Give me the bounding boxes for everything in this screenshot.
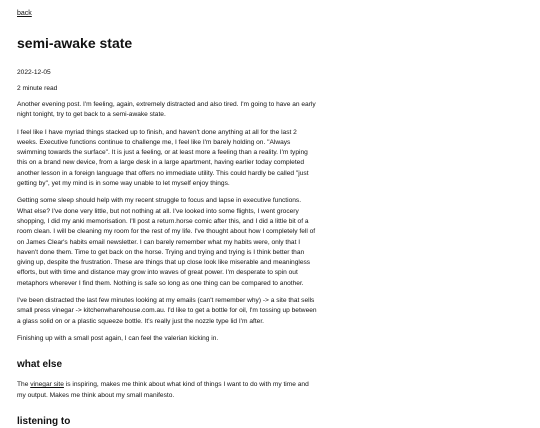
section-heading-listening-to: listening to	[17, 415, 71, 427]
paragraph: I feel like I have myriad things stacked up to finish, and haven't done anything at all for the last 2 weeks. Executive functions continue to challenge me, I feel like I'm barely holding on. "Always swimming towards the surface". It is just a feeling, or at least more a feeling than a reality. I'm typing this on a brand new device, from a large desk in a large apartment, having earlier today completed another lesson in a foreign language that offers no immediate utility. This could hardly be called "just getting by", yet my mind is in some way unable to let myself enjoy things.	[17, 128, 309, 188]
read-time: 2 minute read	[17, 85, 58, 92]
text-segment: is inspiring, makes me think about what kind of things I want to do with my time and my output. Makes me think about my small manifesto.	[17, 381, 309, 399]
post-title: semi-awake state	[17, 35, 133, 51]
back-link[interactable]: back	[17, 10, 32, 17]
paragraph: Finishing up with a small post again, I can feel the valerian kicking in.	[17, 334, 219, 342]
vinegar-site-link[interactable]: vinegar site	[30, 381, 64, 389]
section-heading-what-else: what else	[17, 359, 63, 371]
text-segment: The	[17, 381, 31, 389]
what-else-paragraph	[17, 380, 317, 401]
paragraph: I've been distracted the last few minutes looking at my emails (can't remember why) -> a site that sells small press vinegar -> kitchenwharehouse.com.au. I'd like to get a bottle for oil, I'm tossing up between a glass solid on or a plastic squeeze bottle. It's really just the nozzle type lid I'm after.	[17, 297, 317, 325]
post-date: 2022-12-05	[17, 69, 51, 76]
paragraph: Another evening post. I'm feeling, again, extremely distracted and also tired. I'm going to have an early night tonight, try to get back to a semi-awake state.	[17, 101, 316, 119]
paragraph: Getting some sleep should help with my recent struggle to focus and lapse in executive functions. What else? I've done very little, but not nothing at all. I've looked into some flights, I went grocery shopping, I did my anki memorisation. I'll post a return.horse comic after this, and I did a little bit of a room clean. I will be cleaning my room for the rest of my life. I've thought about how I completely fell of on James Clear's habits email newsletter. I can barely remember what my habits were, only that I haven't done them. Time to get back on the horse. Trying and trying and trying is I think better than giving up, despite the frustration. These are things that up close look like miserable and meaningless efforts, but with time and distance may grow into waves of great power. I'm desperate to spin out metaphors wherever I find them. Nothing is safe so long as one thing can be compared to another.	[17, 197, 316, 287]
